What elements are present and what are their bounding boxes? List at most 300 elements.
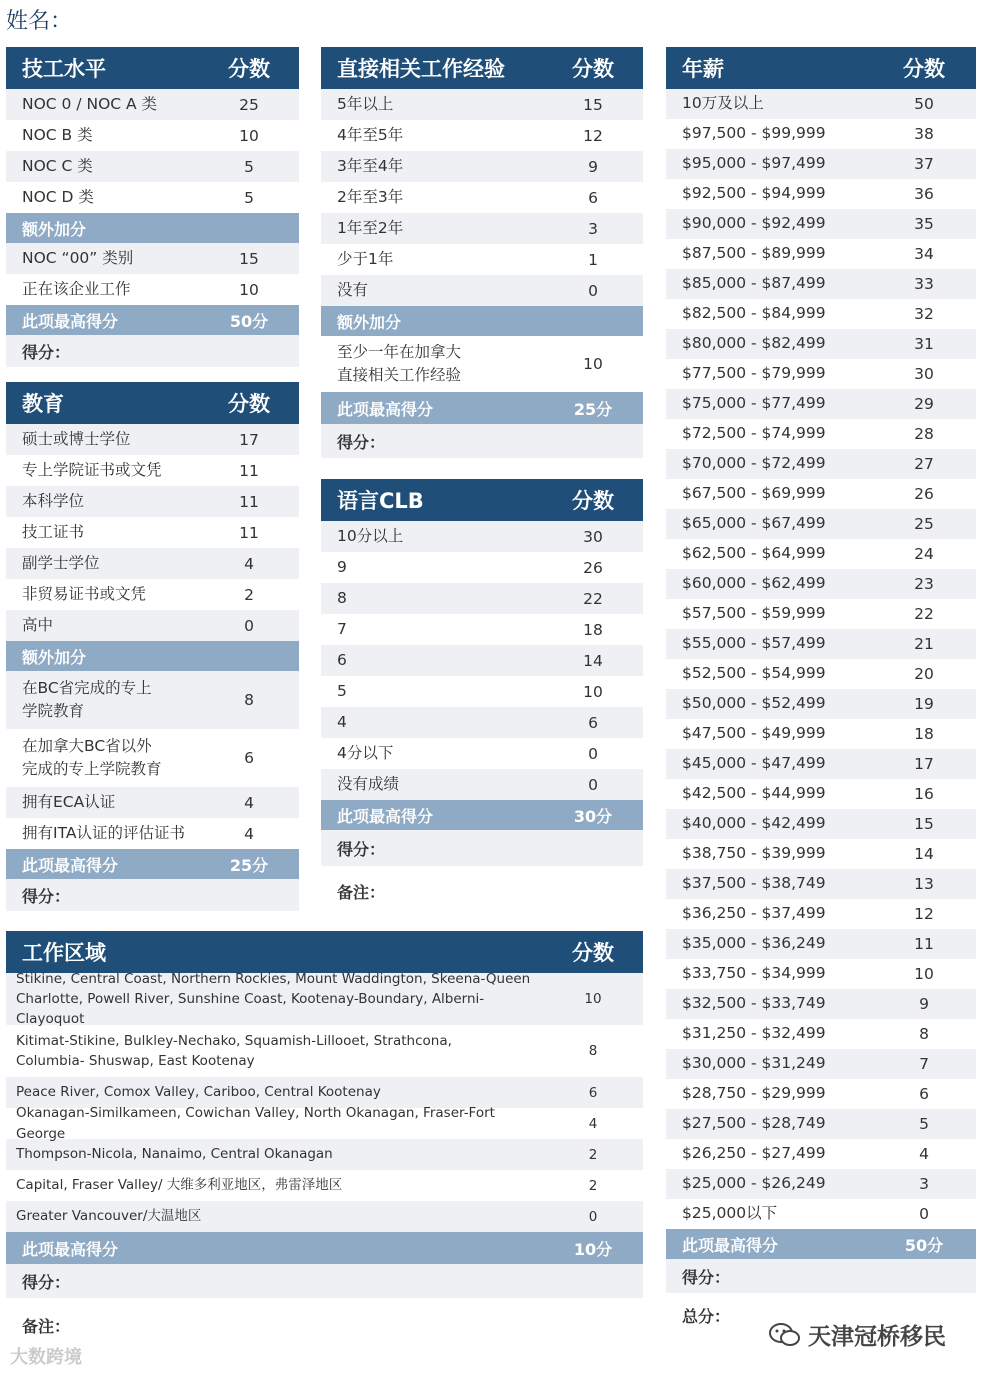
table-row — [666, 599, 976, 629]
row-label: 6 — [337, 650, 347, 669]
table-row — [321, 769, 643, 800]
row-value: 37 — [914, 155, 934, 173]
table-row — [666, 1079, 976, 1109]
row-label: 5年以上 — [337, 94, 394, 113]
table-row — [6, 671, 299, 729]
table-row — [666, 749, 976, 779]
row-value: 14 — [583, 651, 603, 670]
row-value: 4 — [244, 793, 254, 812]
region-score-header: 分数 — [572, 941, 614, 965]
row-label: $25,000以下 — [682, 1204, 778, 1223]
experience-title: 直接相关工作经验 — [337, 57, 505, 81]
row-value: 8 — [244, 691, 254, 709]
row-label: $50,000 - $52,499 — [682, 694, 826, 713]
row-label-line2: 完成的专上学院教育 — [22, 760, 162, 778]
table-row — [6, 424, 299, 455]
row-value: 8 — [919, 1025, 929, 1043]
row-value: 33 — [914, 275, 934, 293]
row-value: 29 — [914, 395, 934, 413]
row-label: 8 — [337, 588, 347, 607]
row-value: 6 — [588, 188, 598, 207]
row-label: $25,000 - $26,249 — [682, 1174, 826, 1193]
education-table — [6, 382, 299, 911]
salary-header — [666, 47, 976, 89]
table-row — [6, 548, 299, 579]
experience-max-label: 此项最高得分 — [337, 399, 434, 419]
row-value: 0 — [588, 1208, 598, 1225]
row-value: 7 — [919, 1055, 929, 1073]
salary-score-header: 分数 — [903, 57, 945, 81]
table-row — [6, 1170, 643, 1201]
row-value: 25 — [239, 95, 259, 114]
row-value: 15 — [914, 815, 934, 833]
row-label: $28,750 - $29,999 — [682, 1084, 826, 1103]
work-region-table — [6, 931, 643, 1352]
row-value: 6 — [244, 749, 254, 767]
education-max-bar — [6, 849, 299, 879]
row-label: 硕士或博士学位 — [22, 429, 131, 448]
language-notes-row — [321, 866, 643, 916]
row-label: 专上学院证书或文凭 — [22, 460, 162, 479]
table-row — [6, 1105, 643, 1142]
education-score-row — [6, 879, 299, 911]
skill-max-bar — [6, 305, 299, 335]
table-row — [6, 120, 299, 151]
row-value: 1 — [588, 250, 598, 269]
row-label: $77,500 - $79,999 — [682, 364, 826, 383]
region-notes-row — [6, 1298, 643, 1352]
experience-bonus-value: 10 — [583, 355, 603, 373]
row-label-line1: 在BC省完成的专上 — [22, 678, 152, 697]
experience-score-header: 分数 — [572, 57, 614, 81]
row-label-line2: Columbia- Shuswap, East Kootenay — [16, 1053, 255, 1069]
row-value: 4 — [244, 824, 254, 843]
table-row — [6, 517, 299, 548]
education-bonus-bar — [6, 641, 299, 671]
table-row — [321, 120, 643, 151]
row-label: 非贸易证书或文凭 — [22, 584, 147, 603]
table-row — [321, 244, 643, 275]
table-row — [666, 719, 976, 749]
row-label: $45,000 - $47,499 — [682, 754, 826, 773]
salary-score-label: 得分： — [682, 1267, 731, 1287]
experience-bonus-label: 额外加分 — [337, 312, 402, 332]
table-row — [6, 579, 299, 610]
language-score-label: 得分： — [337, 839, 386, 859]
table-row — [6, 729, 299, 787]
row-label: 没有成绩 — [337, 774, 400, 793]
row-label: $75,000 - $77,499 — [682, 394, 826, 413]
row-label: 正在该企业工作 — [22, 279, 131, 298]
row-label: 9 — [337, 557, 347, 576]
table-row — [666, 1169, 976, 1199]
row-value: 6 — [588, 1084, 598, 1101]
row-value: 18 — [914, 725, 934, 743]
table-row — [321, 89, 643, 120]
row-value: 30 — [914, 365, 934, 383]
row-value: 0 — [919, 1205, 929, 1223]
row-label: $85,000 - $87,499 — [682, 274, 826, 293]
experience-bonus-line2: 直接相关工作经验 — [337, 366, 462, 384]
table-row — [666, 869, 976, 899]
language-header — [321, 479, 643, 521]
watermark-right-text: 天津冠桥移民 — [808, 1324, 946, 1350]
row-value: 3 — [919, 1175, 929, 1193]
row-label: 5 — [337, 681, 347, 700]
table-row — [6, 787, 299, 818]
row-value: 10 — [239, 126, 259, 145]
row-value: 2 — [244, 585, 254, 604]
row-label: $37,500 - $38,749 — [682, 874, 826, 893]
table-row — [6, 182, 299, 213]
row-value: 26 — [583, 558, 603, 577]
row-value: 11 — [239, 461, 259, 480]
table-row — [666, 149, 976, 179]
table-row — [6, 455, 299, 486]
language-title: 语言CLB — [337, 489, 424, 513]
row-value: 20 — [914, 665, 934, 683]
table-row — [666, 89, 976, 119]
row-value: 15 — [583, 95, 603, 114]
row-label: 高中 — [22, 615, 54, 634]
salary-title: 年薪 — [682, 57, 724, 81]
table-row — [6, 1201, 643, 1232]
row-value: 14 — [914, 845, 934, 863]
language-score-row — [321, 830, 643, 866]
table-row — [666, 239, 976, 269]
experience-max-value: 25分 — [573, 399, 613, 419]
experience-bonus-line1: 至少一年在加拿大 — [337, 342, 462, 361]
table-row — [321, 521, 643, 552]
table-row — [666, 689, 976, 719]
row-value: 10 — [584, 991, 602, 1007]
row-value: 24 — [914, 545, 934, 563]
region-notes-label: 备注： — [22, 1316, 71, 1336]
row-value: 10 — [239, 280, 259, 299]
region-title: 工作区域 — [22, 941, 106, 965]
education-title: 教育 — [22, 392, 64, 416]
table-row — [321, 614, 643, 645]
row-value: 0 — [588, 775, 598, 794]
language-max-value: 30分 — [573, 806, 613, 826]
experience-header — [321, 47, 643, 89]
table-row — [666, 809, 976, 839]
row-label-line1: Peace River, Comox Valley, Cariboo, Central Kootenay — [16, 1084, 381, 1101]
table-row — [321, 583, 643, 614]
table-row — [6, 1025, 643, 1077]
row-label-line1: 在加拿大BC省以外 — [22, 736, 152, 755]
row-label: $82,500 - $84,999 — [682, 304, 826, 323]
salary-table — [666, 47, 976, 1337]
row-label-line1: Thompson-Nicola, Nanaimo, Central Okanagan — [16, 1146, 333, 1163]
table-row — [666, 959, 976, 989]
row-value: 12 — [914, 905, 934, 923]
row-value: 21 — [914, 635, 934, 653]
row-label: $70,000 - $72,499 — [682, 454, 826, 473]
table-row — [666, 389, 976, 419]
row-label-line1: 拥有ITA认证的评估证书 — [22, 823, 185, 842]
table-row — [666, 209, 976, 239]
row-label: $33,750 - $34,999 — [682, 964, 826, 983]
experience-table — [321, 47, 643, 458]
row-value: 22 — [914, 605, 934, 623]
row-label: NOC B 类 — [22, 125, 93, 144]
row-label: NOC C 类 — [22, 156, 93, 175]
row-value: 4 — [244, 554, 254, 573]
row-label: 4年至5年 — [337, 125, 404, 144]
table-row — [666, 779, 976, 809]
education-max-label: 此项最高得分 — [22, 855, 119, 875]
region-score-row — [6, 1264, 643, 1298]
table-row — [6, 151, 299, 182]
row-value: 38 — [914, 125, 934, 143]
table-row — [666, 179, 976, 209]
table-row — [666, 989, 976, 1019]
row-value: 0 — [588, 281, 598, 300]
education-max-value: 25分 — [229, 855, 269, 875]
row-label: $31,250 - $32,499 — [682, 1024, 826, 1043]
table-row — [321, 213, 643, 244]
row-value: 17 — [914, 755, 934, 773]
table-row — [666, 1049, 976, 1079]
table-row — [666, 359, 976, 389]
row-label: $67,500 - $69,999 — [682, 484, 826, 503]
table-row — [666, 479, 976, 509]
row-label: $36,250 - $37,499 — [682, 904, 826, 923]
row-label-line1: Greater Vancouver/大温地区 — [16, 1208, 202, 1225]
row-label-line1: Kitimat-Stikine, Bulkley-Nechako, Squamish-Lillooet, Strathcona, — [16, 1032, 452, 1049]
row-label: 10万及以上 — [682, 94, 764, 113]
row-value: 10 — [583, 682, 603, 701]
row-label: $52,500 - $54,999 — [682, 664, 826, 683]
table-row — [6, 818, 299, 849]
table-row — [666, 509, 976, 539]
skill-bonus-bar — [6, 213, 299, 243]
row-value: 5 — [919, 1115, 929, 1133]
experience-score-label: 得分： — [337, 432, 386, 452]
row-value: 11 — [239, 492, 259, 511]
row-value: 11 — [239, 523, 259, 542]
row-label: $97,500 - $99,999 — [682, 124, 826, 143]
row-label-line1: Stikine, Central Coast, Northern Rockies, Mount Waddington, Skeena-Queen — [16, 970, 531, 987]
table-row — [666, 539, 976, 569]
table-row — [666, 1199, 976, 1229]
table-row — [6, 610, 299, 641]
row-value: 26 — [914, 485, 934, 503]
row-label: $57,500 - $59,999 — [682, 604, 826, 623]
table-row — [321, 275, 643, 306]
row-label: 2年至3年 — [337, 187, 404, 206]
table-row — [321, 552, 643, 583]
region-max-bar — [6, 1232, 643, 1264]
row-label: $80,000 - $82,499 — [682, 334, 826, 353]
row-value: 0 — [244, 616, 254, 635]
language-notes-label: 备注： — [337, 882, 386, 902]
region-header — [6, 931, 643, 973]
row-label: $60,000 - $62,499 — [682, 574, 826, 593]
skill-score-row — [6, 335, 299, 367]
row-label: $26,250 - $27,499 — [682, 1144, 826, 1163]
row-label: 副学士学位 — [22, 553, 100, 572]
row-value: 6 — [919, 1085, 929, 1103]
language-max-label: 此项最高得分 — [337, 806, 434, 826]
row-value: 10 — [914, 965, 934, 983]
region-max-label: 此项最高得分 — [22, 1239, 119, 1259]
row-label: $90,000 - $92,499 — [682, 214, 826, 233]
table-row — [6, 274, 299, 305]
table-row — [321, 151, 643, 182]
watermark-right — [768, 1318, 946, 1351]
table-row — [666, 119, 976, 149]
table-row — [6, 1139, 643, 1170]
table-row — [666, 929, 976, 959]
table-row — [666, 569, 976, 599]
row-label: $95,000 - $97,499 — [682, 154, 826, 173]
wechat-icon — [768, 1322, 802, 1348]
language-max-bar — [321, 800, 643, 830]
experience-max-bar — [321, 392, 643, 424]
row-label: 1年至2年 — [337, 218, 404, 237]
row-value: 9 — [588, 157, 598, 176]
table-row — [6, 486, 299, 517]
salary-max-value: 50分 — [904, 1235, 944, 1255]
skill-header — [6, 47, 299, 89]
row-value: 32 — [914, 305, 934, 323]
table-row — [666, 269, 976, 299]
region-max-value: 10分 — [573, 1239, 613, 1259]
row-value: 27 — [914, 455, 934, 473]
row-value: 5 — [244, 157, 254, 176]
row-label: $32,500 - $33,749 — [682, 994, 826, 1013]
salary-score-row — [666, 1259, 976, 1293]
education-score-header: 分数 — [228, 392, 270, 416]
row-value: 5 — [244, 188, 254, 207]
row-value: 13 — [914, 875, 934, 893]
row-label: 没有 — [337, 280, 369, 299]
row-value: 3 — [588, 219, 598, 238]
table-row — [321, 676, 643, 707]
row-value: 8 — [588, 1043, 598, 1059]
table-row — [666, 899, 976, 929]
skill-title: 技工水平 — [22, 57, 106, 81]
row-value: 18 — [583, 620, 603, 639]
row-value: 6 — [588, 713, 598, 732]
salary-max-bar — [666, 1229, 976, 1259]
row-label: 技工证书 — [22, 522, 85, 541]
table-row — [666, 1139, 976, 1169]
row-label: $40,000 - $42,499 — [682, 814, 826, 833]
row-value: 25 — [914, 515, 934, 533]
row-label: $65,000 - $67,499 — [682, 514, 826, 533]
region-score-label: 得分： — [22, 1272, 71, 1292]
row-value: 28 — [914, 425, 934, 443]
row-value: 35 — [914, 215, 934, 233]
language-score-header: 分数 — [572, 489, 614, 513]
table-row — [666, 659, 976, 689]
row-label: $87,500 - $89,999 — [682, 244, 826, 263]
education-header — [6, 382, 299, 424]
row-value: 11 — [914, 935, 934, 953]
skill-max-value: 50分 — [229, 311, 269, 331]
row-value: 22 — [583, 589, 603, 608]
experience-score-row — [321, 424, 643, 458]
row-label: $55,000 - $57,499 — [682, 634, 826, 653]
row-value: 15 — [239, 249, 259, 268]
skill-level-table — [6, 47, 299, 367]
row-label: $30,000 - $31,249 — [682, 1054, 826, 1073]
row-value: 31 — [914, 335, 934, 353]
row-label-line1: Okanagan-Similkameen, Cowichan Valley, North Okanagan, Fraser-Fort George — [16, 1105, 495, 1142]
education-bonus-label: 额外加分 — [22, 647, 87, 667]
row-value: 16 — [914, 785, 934, 803]
skill-score-header: 分数 — [228, 57, 270, 81]
row-value: 2 — [588, 1146, 598, 1163]
watermark-left: 大数跨境 — [10, 1347, 82, 1368]
table-row — [321, 645, 643, 676]
row-value: 34 — [914, 245, 934, 263]
row-label: $92,500 - $94,999 — [682, 184, 826, 203]
row-value: 50 — [914, 95, 934, 113]
row-value: 9 — [919, 995, 929, 1013]
salary-max-label: 此项最高得分 — [682, 1235, 779, 1255]
table-row — [6, 89, 299, 120]
row-value: 0 — [588, 744, 598, 763]
row-value: 4 — [588, 1115, 598, 1132]
row-label: $47,500 - $49,999 — [682, 724, 826, 743]
row-label: $27,500 - $28,749 — [682, 1114, 826, 1133]
row-label: 4 — [337, 712, 347, 731]
row-value: 30 — [583, 527, 603, 546]
row-label: 7 — [337, 619, 347, 638]
table-row — [666, 449, 976, 479]
table-row — [666, 329, 976, 359]
table-row — [666, 1019, 976, 1049]
table-row — [666, 629, 976, 659]
row-label-line1: 拥有ECA认证 — [22, 792, 116, 811]
table-row — [666, 839, 976, 869]
row-label-line1: Capital, Fraser Valley/ 大维多利亚地区，弗雷泽地区 — [16, 1177, 343, 1194]
skill-score-label: 得分： — [22, 342, 71, 362]
row-label: NOC 0 / NOC A 类 — [22, 94, 158, 113]
row-value: 4 — [919, 1145, 929, 1163]
row-label: $72,500 - $74,999 — [682, 424, 826, 443]
row-label: 3年至4年 — [337, 156, 404, 175]
row-label: $62,500 - $64,999 — [682, 544, 826, 563]
skill-bonus-label: 额外加分 — [22, 219, 87, 239]
row-value: 36 — [914, 185, 934, 203]
row-label-line2: 学院教育 — [22, 702, 85, 720]
row-value: 19 — [914, 695, 934, 713]
experience-bonus-bar — [321, 306, 643, 336]
table-row — [6, 970, 643, 1028]
skill-max-label: 此项最高得分 — [22, 311, 119, 331]
table-row — [666, 1109, 976, 1139]
row-label: $38,750 - $39,999 — [682, 844, 826, 863]
table-row — [321, 738, 643, 769]
education-score-label: 得分： — [22, 886, 71, 906]
table-row — [666, 299, 976, 329]
table-row — [321, 707, 643, 738]
salary-total-label: 总分： — [682, 1306, 731, 1326]
row-label: $42,500 - $44,999 — [682, 784, 826, 803]
row-value: 17 — [239, 430, 259, 449]
row-label: 本科学位 — [22, 491, 85, 510]
row-label: 10分以上 — [337, 526, 404, 545]
row-value: 12 — [583, 126, 603, 145]
name-label: 姓名： — [6, 9, 73, 34]
experience-bonus-row — [321, 336, 643, 392]
table-row — [321, 182, 643, 213]
